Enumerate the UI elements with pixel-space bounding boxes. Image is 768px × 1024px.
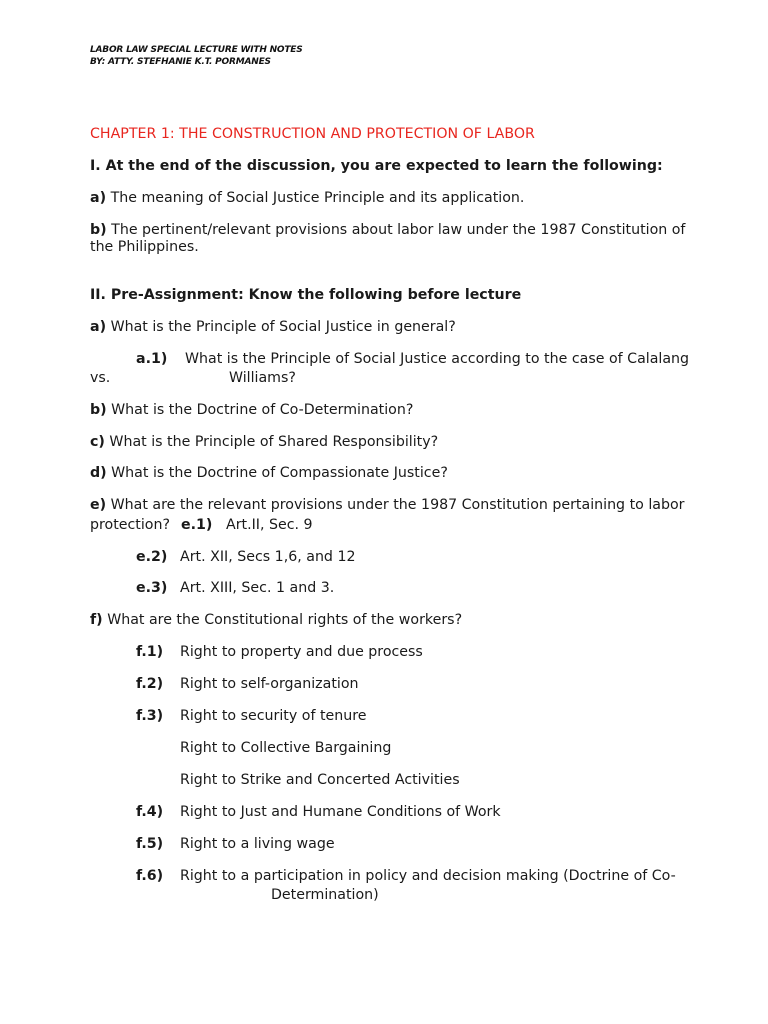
item-text: What is the Principle of Social Justice in general? (110, 319, 456, 335)
item-label: e) (90, 497, 107, 513)
item-text: Right to Just and Humane Conditions of Work (180, 804, 501, 820)
right-f2 (136, 675, 359, 693)
item-label: f.3) (136, 708, 164, 724)
item-text: Right to a participation in policy and decision making (Doctrine of Co- (180, 868, 676, 884)
item-text: What are the relevant provisions under the 1987 Constitution pertaining to labor (110, 497, 685, 513)
item-label: b) (90, 402, 107, 418)
item-text: Right to security of tenure (180, 708, 367, 724)
question-e-cont (90, 516, 690, 534)
item-label: a) (90, 190, 107, 206)
right-f1 (136, 643, 423, 661)
right-f6 (136, 867, 676, 885)
item-label: f) (90, 612, 103, 628)
question-a1-cont-right: Williams? (229, 370, 296, 386)
item-text-cont: protection? (90, 517, 171, 533)
item-text: Right to self-organization (180, 676, 359, 692)
right-strike: Right to Strike and Concerted Activities (180, 772, 460, 788)
item-label: f.1) (136, 644, 164, 660)
item-text: Art. XIII, Sec. 1 and 3. (180, 580, 335, 596)
item-text: Right to a living wage (180, 836, 335, 852)
question-e (90, 496, 684, 514)
item-text: Art. XII, Secs 1,6, and 12 (180, 549, 356, 565)
item-text: The meaning of Social Justice Principle and its application. (110, 190, 525, 206)
header-line-1: LABOR LAW SPECIAL LECTURE WITH NOTES (90, 45, 303, 55)
item-label: f.5) (136, 836, 164, 852)
right-collective-bargaining: Right to Collective Bargaining (180, 740, 392, 756)
item-label: b) (90, 222, 107, 238)
item-label: c) (90, 434, 105, 450)
header-line-2: BY: ATTY. STEFHANIE K.T. PORMANES (90, 57, 271, 67)
item-text: Right to property and due process (180, 644, 423, 660)
item-label: a.1) (136, 351, 168, 367)
question-a1-cont-left: vs. (90, 370, 111, 386)
chapter-title: CHAPTER 1: THE CONSTRUCTION AND PROTECTION OF LABOR (90, 126, 535, 142)
question-d (90, 464, 448, 482)
right-f4 (136, 803, 501, 821)
right-f5 (136, 835, 335, 853)
sub-text: Art.II, Sec. 9 (226, 517, 313, 533)
item-label: a) (90, 319, 107, 335)
item-label: f.2) (136, 676, 164, 692)
item-text: The pertinent/relevant provisions about labor law under the 1987 Constitution of (111, 222, 686, 238)
section-1-item-b (90, 221, 685, 239)
question-c (90, 433, 438, 451)
sub-label: e.1) (181, 517, 213, 533)
section-1-item-b-cont: the Philippines. (90, 239, 199, 255)
question-b (90, 401, 413, 419)
question-a (90, 318, 456, 336)
item-text: What is the Principle of Social Justice according to the case of Calalang (185, 351, 690, 367)
section-1-item-a (90, 189, 524, 207)
item-label: d) (90, 465, 107, 481)
item-text: What is the Principle of Shared Responsibility? (109, 434, 439, 450)
item-text: What are the Constitutional rights of the workers? (107, 612, 463, 628)
question-e3 (136, 579, 335, 597)
item-label: e.3) (136, 580, 168, 596)
section-2-heading: II. Pre-Assignment: Know the following before lecture (90, 287, 522, 303)
item-text: What is the Doctrine of Compassionate Justice? (111, 465, 448, 481)
item-text: What is the Doctrine of Co-Determination? (111, 402, 414, 418)
section-1-heading: I. At the end of the discussion, you are expected to learn the following: (90, 158, 663, 174)
right-f3 (136, 707, 367, 725)
question-e2 (136, 548, 356, 566)
item-label: e.2) (136, 549, 168, 565)
item-label: f.4) (136, 804, 164, 820)
item-label: f.6) (136, 868, 164, 884)
question-f (90, 611, 462, 629)
question-a1 (136, 350, 690, 368)
right-f6-cont: Determination) (271, 887, 379, 903)
